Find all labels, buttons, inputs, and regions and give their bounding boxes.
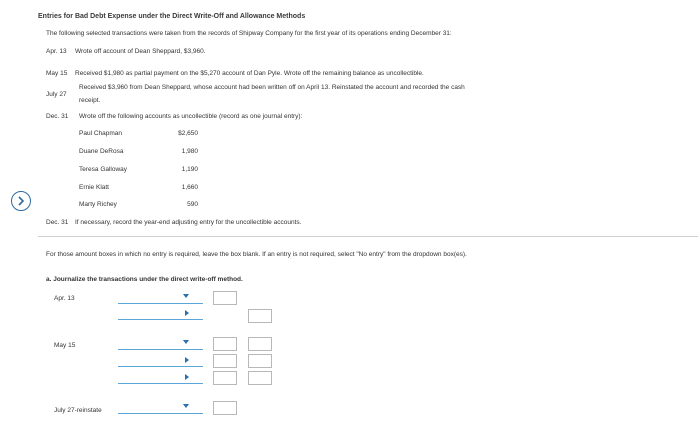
account-name: Ernie Klatt — [79, 184, 109, 191]
adjust-date-dec31: Dec. 31 — [46, 219, 69, 226]
account-name: Paul Chapman — [79, 130, 122, 137]
journal-date-may15: May 15 — [54, 342, 76, 349]
account-dropdown[interactable] — [118, 308, 203, 320]
account-dropdown[interactable] — [118, 292, 203, 304]
part-a-heading: a. Journalize the transactions under the direct write-off method. — [46, 276, 243, 283]
credit-amount-input[interactable] — [248, 337, 272, 351]
debit-amount-input[interactable] — [213, 401, 237, 415]
account-amount: 1,660 — [181, 184, 198, 191]
page-title: Entries for Bad Debt Expense under the Direct Write-Off and Allowance Methods — [38, 13, 306, 20]
account-dropdown[interactable] — [118, 355, 203, 367]
account-name: Duane DeRosa — [79, 148, 124, 155]
transaction-text-may15: Received $1,980 as partial payment on the $5,270 account of Dan Pyle. Wrote off the remaining balance as uncollectible. — [75, 70, 424, 77]
dropdown-arrow-icon — [185, 374, 189, 380]
account-amount: 1,190 — [181, 166, 198, 173]
transaction-text-jul27: Received $3,960 from Dean Sheppard, whose account had been written off on April 13. Reinstated the account and recorded the cash — [79, 84, 465, 91]
account-amount: $2,650 — [178, 130, 198, 137]
debit-amount-input[interactable] — [213, 354, 237, 368]
transaction-date-may15: May 15 — [46, 70, 68, 77]
chevron-right-icon — [16, 196, 26, 206]
transaction-text-dec31: Wrote off the following accounts as uncollectible (record as one journal entry): — [79, 113, 303, 120]
transaction-text-apr13: Wrote off account of Dean Sheppard, $3,960. — [75, 48, 206, 55]
transaction-date-dec31: Dec. 31 — [46, 113, 69, 120]
dropdown-arrow-icon — [183, 340, 189, 344]
dropdown-arrow-icon — [185, 310, 189, 316]
adjust-text-dec31: If necessary, record the year-end adjusting entry for the uncollectible accounts. — [75, 219, 302, 226]
debit-amount-input[interactable] — [213, 337, 237, 351]
transaction-date-jul27: July 27 — [46, 91, 67, 98]
instructions-text: For those amount boxes in which no entry is required, leave the box blank. If an entry is not required, select "No entry" from the dropdown box(es). — [46, 251, 467, 258]
account-amount: 1,980 — [181, 148, 198, 155]
account-dropdown[interactable] — [118, 338, 203, 350]
divider — [38, 236, 698, 237]
debit-amount-input[interactable] — [213, 371, 237, 385]
journal-date-apr13: Apr. 13 — [54, 295, 75, 302]
transaction-text-jul27-cont: receipt. — [79, 97, 101, 104]
credit-amount-input[interactable] — [248, 309, 272, 323]
account-dropdown[interactable] — [118, 372, 203, 384]
account-dropdown[interactable] — [118, 402, 203, 414]
next-nav-button[interactable] — [11, 191, 31, 211]
credit-amount-input[interactable] — [248, 354, 272, 368]
account-name: Teresa Galloway — [79, 166, 128, 173]
intro-text: The following selected transactions were taken from the records of Shipway Company for the first year of its operations ending December 31: — [46, 30, 452, 37]
dropdown-arrow-icon — [183, 294, 189, 298]
account-amount: 590 — [187, 201, 198, 208]
journal-date-jul27: July 27-reinstate — [54, 407, 102, 414]
dropdown-arrow-icon — [183, 404, 189, 408]
account-name: Marty Richey — [79, 201, 117, 208]
transaction-date-apr13: Apr. 13 — [46, 48, 67, 55]
debit-amount-input[interactable] — [213, 291, 237, 305]
dropdown-arrow-icon — [185, 357, 189, 363]
credit-amount-input[interactable] — [248, 371, 272, 385]
